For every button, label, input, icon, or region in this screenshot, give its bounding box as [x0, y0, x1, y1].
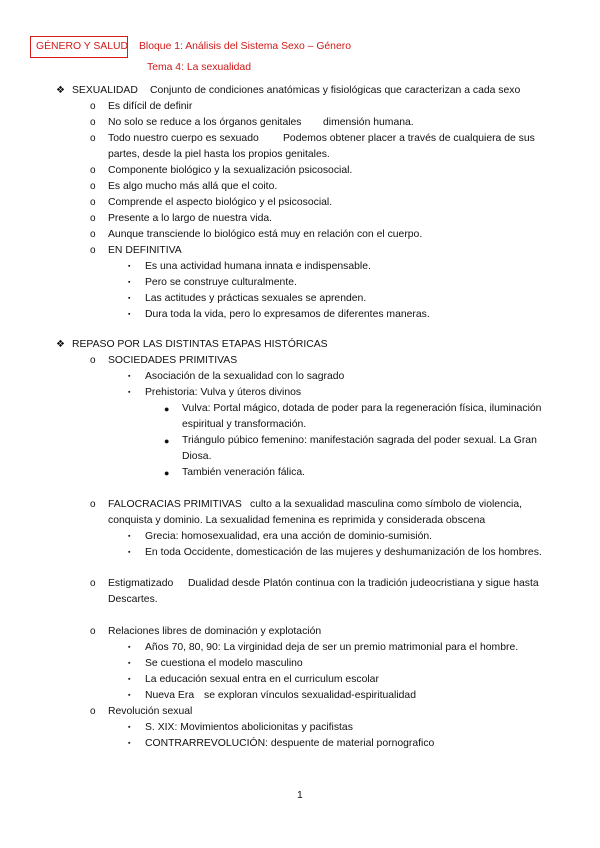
square-bullet-icon: ▪ [128, 295, 131, 302]
list-item-wrap: partes, desde la piel hasta los propios genitales. [108, 149, 330, 160]
square-bullet-icon: ▪ [128, 533, 131, 540]
list-item: Estigmatizado [108, 578, 174, 589]
circle-bullet-icon: o [90, 355, 96, 366]
list-item-wrap: Descartes. [108, 594, 158, 605]
square-bullet-icon: ▪ [128, 373, 131, 380]
sub-sub-list-item: También veneración fálica. [182, 467, 306, 478]
sub-list-item: Nueva Era [145, 690, 195, 701]
circle-bullet-icon: o [90, 213, 96, 224]
square-bullet-icon: ▪ [128, 660, 131, 667]
circle-bullet-icon: o [90, 181, 96, 192]
sub-list-item: Pero se construye culturalmente. [145, 277, 297, 288]
sub-list-item: Las actitudes y prácticas sexuales se aprenden. [145, 293, 367, 304]
list-item: Comprende el aspecto biológico y el psicosocial. [108, 197, 333, 208]
list-item: Presente a lo largo de nuestra vida. [108, 213, 273, 224]
topic-title: Tema 4: La sexualidad [147, 62, 251, 73]
square-bullet-icon: ▪ [128, 644, 131, 651]
circle-bullet-icon: o [90, 117, 96, 128]
page-number: 1 [297, 790, 303, 801]
square-bullet-icon: ▪ [128, 549, 131, 556]
list-item: EN DEFINITIVA [108, 245, 182, 256]
circle-bullet-icon: o [90, 626, 96, 637]
list-item: Revolución sexual [108, 706, 193, 717]
sub-list-item: En toda Occidente, domesticación de las mujeres y deshumanización de los hombres. [145, 547, 542, 558]
list-item: SOCIEDADES PRIMITIVAS [108, 355, 238, 366]
circle-bullet-icon: o [90, 499, 96, 510]
list-item: Relaciones libres de dominación y explotación [108, 626, 322, 637]
list-item: Todo nuestro cuerpo es sexuado [108, 133, 259, 144]
section-label-repaso: REPASO POR LAS DISTINTAS ETAPAS HISTÓRICAS [72, 339, 328, 350]
sub-list-item-continuation: se exploran vínculos sexualidad-espiritualidad [204, 690, 416, 701]
list-item: Es algo mucho más allá que el coito. [108, 181, 278, 192]
list-item-continuation: culto a la sexualidad masculina como símbolo de violencia, [250, 499, 523, 510]
list-item: FALOCRACIAS PRIMITIVAS [108, 499, 242, 510]
sub-sub-list-item: Triángulo púbico femenino: manifestación sagrada del poder sexual. La Gran [182, 435, 537, 446]
dot-bullet-icon: ● [164, 404, 170, 414]
circle-bullet-icon: o [90, 133, 96, 144]
sub-list-item: Se cuestiona el modelo masculino [145, 658, 303, 669]
square-bullet-icon: ▪ [128, 724, 131, 731]
list-item: Componente biológico y la sexualización psicosocial. [108, 165, 353, 176]
square-bullet-icon: ▪ [128, 279, 131, 286]
circle-bullet-icon: o [90, 706, 96, 717]
square-bullet-icon: ▪ [128, 263, 131, 270]
dot-bullet-icon: ● [164, 468, 170, 478]
square-bullet-icon: ▪ [128, 311, 131, 318]
list-item: Aunque transciende lo biológico está muy en relación con el cuerpo. [108, 229, 423, 240]
circle-bullet-icon: o [90, 197, 96, 208]
circle-bullet-icon: o [90, 245, 96, 256]
circle-bullet-icon: o [90, 578, 96, 589]
sub-list-item: La educación sexual entra en el curriculum escolar [145, 674, 379, 685]
square-bullet-icon: ▪ [128, 389, 131, 396]
sub-list-item: Es una actividad humana innata e indispensable. [145, 261, 371, 272]
sub-list-item: CONTRARREVOLUCIÓN: despuente de material pornografico [145, 738, 435, 749]
list-item-wrap: conquista y dominio. La sexualidad femenina es reprimida y considerada obscena [108, 515, 486, 526]
circle-bullet-icon: o [90, 165, 96, 176]
sub-list-item: Años 70, 80, 90: La virginidad deja de ser un premio matrimonial para el hombre. [145, 642, 519, 653]
list-item-continuation: Podemos obtener placer a través de cualquiera de sus [283, 133, 535, 144]
sub-list-item: S. XIX: Movimientos abolicionitas y pacifistas [145, 722, 353, 733]
sub-sub-list-item-wrap: Diosa. [182, 451, 212, 462]
sub-sub-list-item-wrap: espiritual y transformación. [182, 419, 307, 430]
diamond-bullet-icon: ❖ [56, 85, 65, 96]
square-bullet-icon: ▪ [128, 692, 131, 699]
list-item: Es difícil de definir [108, 101, 193, 112]
diamond-bullet-icon: ❖ [56, 339, 65, 350]
list-item: No solo se reduce a los órganos genitales [108, 117, 302, 128]
sub-sub-list-item: Vulva: Portal mágico, dotada de poder para la regeneración física, iluminación [182, 403, 542, 414]
subject-tag: GÉNERO Y SALUD [36, 41, 129, 52]
sub-list-item: Prehistoria: Vulva y úteros divinos [145, 387, 302, 398]
square-bullet-icon: ▪ [128, 740, 131, 747]
section-definition: Conjunto de condiciones anatómicas y fisiológicas que caracterizan a cada sexo [150, 85, 521, 96]
circle-bullet-icon: o [90, 101, 96, 112]
sub-list-item: Dura toda la vida, pero lo expresamos de diferentes maneras. [145, 309, 430, 320]
square-bullet-icon: ▪ [128, 676, 131, 683]
sub-list-item: Grecia: homosexualidad, era una acción de dominio-sumisión. [145, 531, 433, 542]
list-item-continuation: dimensión humana. [323, 117, 414, 128]
list-item-continuation: Dualidad desde Platón continua con la tradición judeocristiana y sigue hasta [188, 578, 539, 589]
circle-bullet-icon: o [90, 229, 96, 240]
section-label-sexualidad: SEXUALIDAD [72, 85, 138, 96]
sub-list-item: Asociación de la sexualidad con lo sagrado [145, 371, 345, 382]
dot-bullet-icon: ● [164, 436, 170, 446]
block-title: Bloque 1: Análisis del Sistema Sexo – Género [139, 41, 351, 52]
